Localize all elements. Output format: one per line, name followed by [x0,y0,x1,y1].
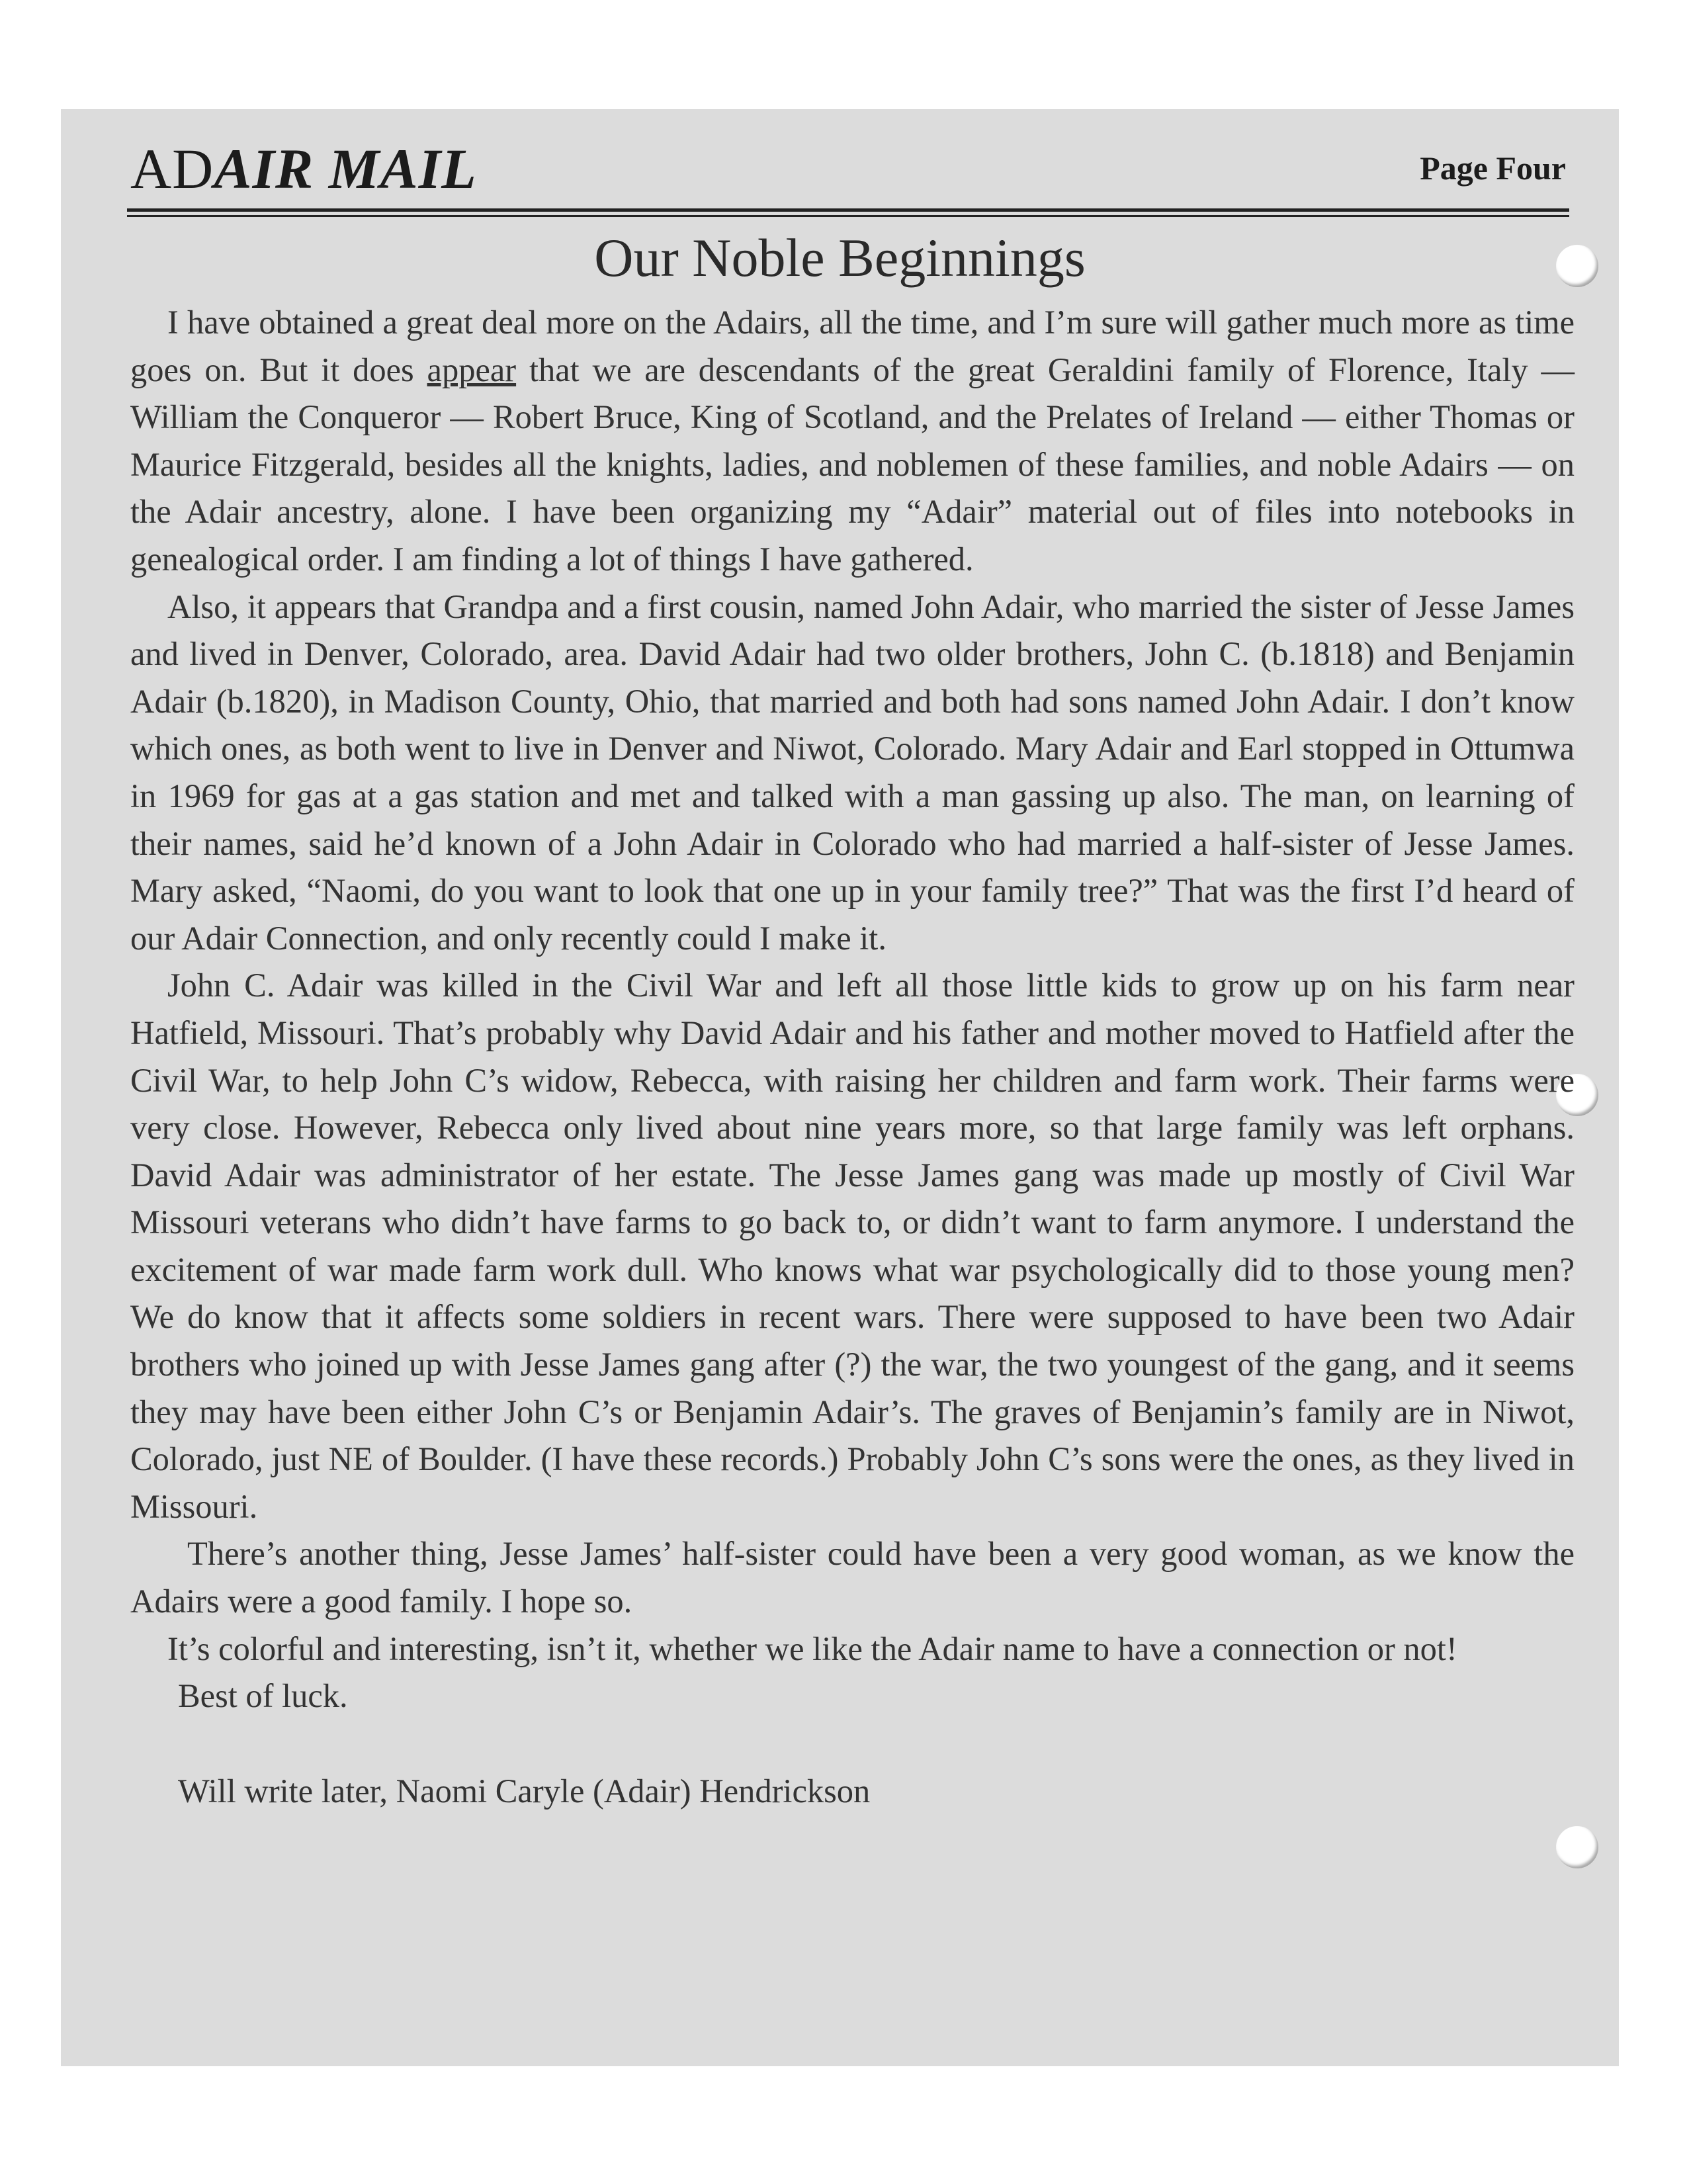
paragraph-5: It’s colorful and interesting, isn’t it, whether we like the Adair name to have a connection or not! [167,1630,1457,1667]
closing-line: Best of luck. [178,1677,348,1715]
paragraph-4: There’s another thing, Jesse James’ half-sister could have been a very good woman, as we know the Adairs were a good family. I hope so. [130,1535,1575,1620]
newsletter-page [61,109,1619,2066]
punch-hole-bottom [1556,1826,1598,1868]
paragraph-1-end: that we are descendants of the great Geraldini family of Florence, Italy — William the Conqueror — Robert Bruce, King of Scotland, and the Prelates of Ireland — either Thomas or Maurice Fitzgerald, besides all the knights, ladies, and noblemen of these families, and noble Adairs — on the Adair ancestry, alone. I have been organizing my “Adair” material out of files into notebooks in genealogical order. I am finding a lot of things I have gathered. [130,351,1575,578]
paragraph-2: Also, it appears that Grandpa and a first cousin, named John Adair, who married the sister of Jesse James and lived in Denver, Colorado, area. David Adair had two older brothers, John C. (b.1818) and Benjamin Adair (b.1820), in Madison County, Ohio, that married and both had sons named John Adair. I don’t know which ones, as both went to live in Denver and Niwot, Colorado. Mary Adair and Earl stopped in Ottumwa in 1969 for gas at a gas station and met and talked with a man gassing up also. The man, on learning of their names, said he’d known of a John Adair in Colorado who had married a half-sister of Jesse James. Mary asked, “Naomi, do you want to look that one up in your family tree?” That was the first I’d heard of our Adair Connection, and only recently could I make it. [130,588,1575,957]
paragraph-3: John C. Adair was killed in the Civil War and left all those little kids to grow up on his farm near Hatfield, Missouri. That’s probably why David Adair and his father and mother moved to Hatfield after the Civil War, to help John C’s widow, Rebecca, with raising her children and farm work. Their farms were very close. However, Rebecca only lived about nine years more, so that large family was left orphans. David Adair was administrator of her estate. The Jesse James gang was made up mostly of Civil War Missouri veterans who didn’t have farms to go back to, or didn’t want to farm anymore. I understand the excitement of war made farm work dull. Who knows what war psychologically did to those young men? We do know that it affects some soldiers in recent wars. There were supposed to have been two Adair brothers who joined up with Jesse James gang after (?) the war, the two youngest of the gang, and it seems they may have been either John C’s or Benjamin Adair’s. The graves of Benjamin’s family are in Niwot, Colorado, just NE of Boulder. (I have these records.) Probably John C’s sons were the ones, as they lived in Missouri. [130,967,1575,1525]
signature-line: Will write later, Naomi Caryle (Adair) Hendrickson [178,1772,871,1810]
masthead-title-prefix: AD [130,137,214,200]
masthead-rule-bottom [127,215,1569,217]
article-title: Our Noble Beginnings [594,228,1086,288]
underlined-word: appear [427,351,517,388]
article-body [130,299,1575,1815]
paragraph-1-start: I have obtained a great deal more on the Adairs, all the time, and I’m sure will gather much more as time goes on. But it does [130,304,1575,388]
paragraph-1 [130,299,1575,584]
masthead-title [130,136,477,202]
masthead-title-suffix: AIR MAIL [214,137,477,200]
masthead-rule-top [127,208,1569,212]
page-number: Page Four [1420,150,1566,187]
